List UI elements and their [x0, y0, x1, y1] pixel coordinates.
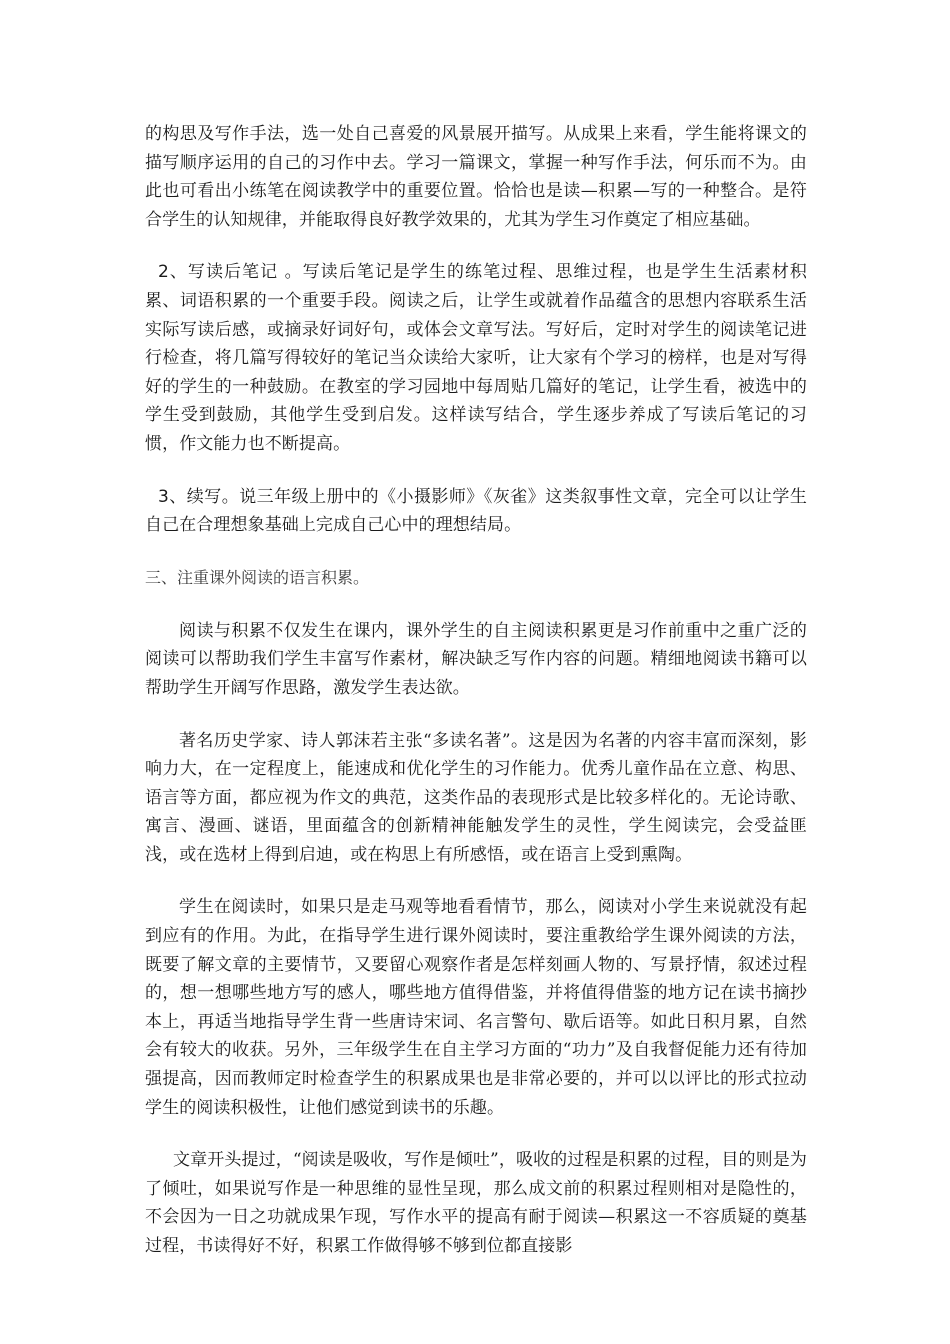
- paragraph-continuation-writing: [145, 483, 807, 540]
- section-heading-extracurricular-reading: 三、注重课外阅读的语言积累。: [145, 567, 370, 587]
- paragraph-reading-accumulation: 阅读与积累不仅发生在课内，课外学生的自主阅读积累更是习作前重中之重广泛的阅读可以帮助我们学生丰富写作素材，解决缺乏写作内容的问题。精细地阅读书籍可以帮助学生开阔写作思路，激发学生表达欲。: [145, 620, 807, 698]
- document-page: [145, 120, 807, 1285]
- paragraph-writing-method-continued: 的构思及写作手法，选一处自己喜爱的风景展开描写。从成果上来看，学生能将课文的描写顺序运用的自己的习作中去。学习一篇课文，掌握一种写作手法，何乐而不为。由此也可看出小练笔在阅读教学中的重要位置。恰恰也是读—积累—写的一种整合。是符合学生的认知规律，并能取得良好教学效果的，尤其为学生习作奠定了相应基础。: [145, 124, 807, 230]
- paragraph-read-classics: 著名历史学家、诗人郭沫若主张“多读名著”。这是因为名著的内容丰富而深刻，影响力大，在一定程度上，能速成和优化学生的习作能力。优秀儿童作品在立意、构思、语言等方面，都应视为作文的典范，这类作品的表现形式是比较多样化的。无论诗歌、寓言、漫画、谜语，里面蕴含的创新精神能触发学生的灵性，学生阅读完，会受益匪浅，或在选材上得到启迪，或在构思上有所感悟，或在语言上受到熏陶。: [145, 730, 807, 865]
- paragraph-reading-notes: [145, 258, 807, 458]
- paragraph-reading-method: 学生在阅读时，如果只是走马观等地看看情节，那么，阅读对小学生来说就没有起到应有的作用。为此，在指导学生进行课外阅读时，要注重教给学生课外阅读的方法，既要了解文章的主要情节，又要留心观察作者是怎样刻画人物的、写景抒情，叙述过程的，想一想哪些地方写的感人，哪些地方值得借鉴，并将值得借鉴的地方记在读书摘抄本上，再适当地指导学生背一些唐诗宋词、名言警句、歇后语等。如此日积月累，自然会有较大的收获。另外，三年级学生在自主学习方面的“功力”及自我督促能力还有待加强提高，因而教师定时检查学生的积累成果也是非常必要的，并可以以评比的形式拉动学生的阅读积极性，让他们感觉到读书的乐趣。: [145, 897, 807, 1118]
- list-number: 3: [158, 486, 169, 507]
- paragraph-text: 、续写。说三年级上册中的《小摄影师》《灰雀》这类叙事性文章，完全可以让学生自己在合理想象基础上完成自己心中的理想结局。: [145, 486, 807, 536]
- paragraph-conclusion: 文章开头提过，“阅读是吸收，写作是倾吐”，吸收的过程是积累的过程，目的则是为了倾吐，如果说写作是一种思维的显性呈现，那么成文前的积累过程则相对是隐性的，不会因为一日之功就成果乍现，写作水平的提高有耐于阅读—积累这一不容质疑的奠基过程，书读得好不好，积累工作做得够不够到位都直接影: [145, 1150, 807, 1256]
- list-number: 2: [158, 262, 169, 283]
- paragraph-text: 、写读后笔记 。写读后笔记是学生的练笔过程、思维过程，也是学生生活素材积累、词语积累的一个重要手段。阅读之后，让学生或就着作品蕴含的思想内容联系生活实际写读后感，或摘录好词好句，或体会文章写法。写好后，定时对学生的阅读笔记进行检查，将几篇写得较好的笔记当众读给大家听，让大家有个学习的榜样，也是对写得好的学生的一种鼓励。在教室的学习园地中每周贴几篇好的笔记，让学生看，被选中的学生受到鼓励，其他学生受到启发。这样读写结合，学生逐步养成了写读后笔记的习惯，作文能力也不断提高。: [145, 262, 807, 454]
